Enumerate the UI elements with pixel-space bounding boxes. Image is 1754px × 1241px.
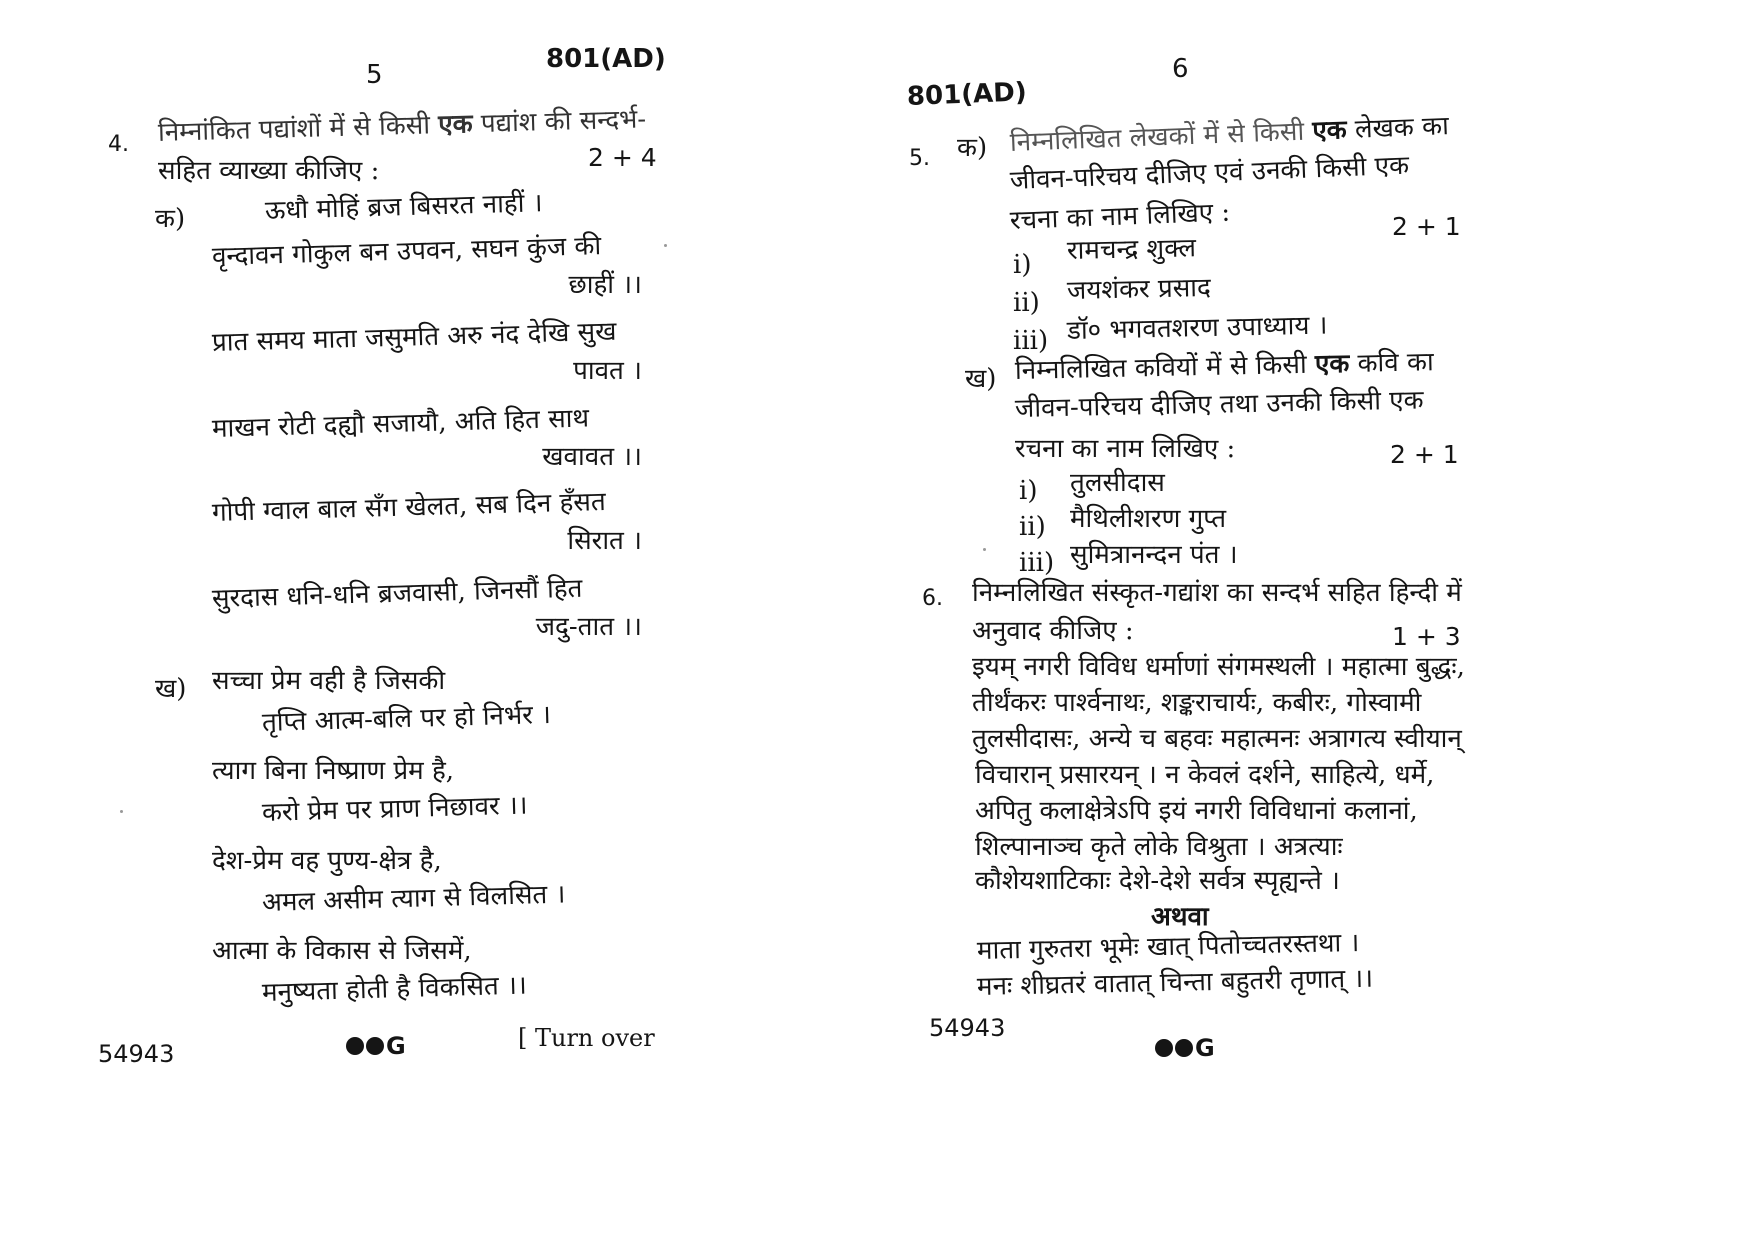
or-heading: अथवा (1151, 902, 1209, 932)
emphasis-word: एक (1314, 349, 1350, 380)
passage-line: इयम् नगरी विविध धर्माणां संगमस्थली । महात्मा बुद्धः, (972, 652, 1465, 682)
verse-line: आत्मा के विकास से जिसमें, (212, 936, 472, 966)
page-number: 6 (1172, 54, 1189, 84)
verse-line: जदु-तात ।। (535, 612, 642, 642)
passage-line: शिल्पानाञ्च कृते लोके विश्रुता । अत्रत्याः (975, 832, 1343, 862)
part-label: ख) (155, 674, 187, 704)
part-label: क) (155, 204, 186, 234)
verse-line: देश-प्रेम वह पुण्य-क्षेत्र है, (212, 846, 442, 876)
question-text-line: निम्नांकित पद्यांशों में से किसी एक पद्यांश की सन्दर्भ- (157, 104, 647, 148)
dot-icon (1155, 1039, 1173, 1057)
verse-line: ऊधौ मोहिं ब्रज बिसरत नाहीं । (264, 188, 543, 226)
passage-line: कौशेयशाटिकाः देशे-देशे सर्वत्र स्पृह्यन्ते । (975, 866, 1340, 896)
turn-over-note: [ Turn over (518, 1024, 655, 1052)
option-text: तुलसीदास (1070, 468, 1165, 498)
verse-line: त्याग बिना निष्प्राण प्रेम है, (212, 756, 455, 786)
scan-speck (664, 244, 667, 247)
dot-icon (1175, 1039, 1193, 1057)
publisher-logo: G (1155, 1034, 1214, 1062)
marks: 2 + 1 (1392, 212, 1461, 241)
question-text-line: सहित व्याख्या कीजिए : (158, 156, 380, 186)
question-text-line: रचना का नाम लिखिए : (1015, 434, 1236, 464)
option-text: सुमित्रानन्दन पंत । (1070, 540, 1238, 570)
verse-line: माता गुरुतरा भूमेः खात् पितोच्चतरस्तथा । (976, 927, 1360, 966)
option-label: iii) (1019, 548, 1055, 578)
marks: 2 + 1 (1390, 440, 1459, 469)
question-number: 4. (108, 132, 129, 157)
verse-line: सच्चा प्रेम वही है जिसकी (212, 666, 446, 696)
question-text-line: रचना का नाम लिखिए : (1009, 197, 1231, 236)
option-text: जयशंकर प्रसाद (1066, 272, 1212, 306)
question-text-line: जीवन-परिचय दीजिए एवं उनकी किसी एक (1009, 150, 1410, 196)
page-number: 5 (366, 60, 383, 90)
verse-line: मनुष्यता होती है विकसित ।। (261, 970, 528, 1008)
verse-line: करो प्रेम पर प्राण निछावर ।। (261, 790, 528, 828)
verse-line: पावत । (573, 356, 642, 386)
verse-line: छाहीं ।। (568, 270, 642, 300)
dot-icon (346, 1037, 364, 1055)
verse-line: सिरात । (567, 526, 642, 556)
marks: 2 + 4 (588, 143, 657, 172)
part-label: क) (957, 133, 988, 163)
verse-line: तृप्ति आत्म-बलि पर हो निर्भर । (261, 699, 552, 738)
verse-line: गोपी ग्वाल बाल सँग खेलत, सब दिन हँसत (211, 487, 607, 528)
verse-line: माखन रोटी दह्यौ सजायौ, अति हित साथ (211, 403, 590, 444)
verse-line: सुरदास धनि-धनि ब्रजवासी, जिनसौं हित (211, 573, 583, 614)
option-label: ii) (1019, 512, 1046, 542)
question-text-line: निम्नलिखित कवियों में से किसी एक कवि का (1014, 347, 1434, 386)
emphasis-word: एक (437, 109, 474, 141)
passage-line: अपितु कलाक्षेत्रेऽपि इयं नगरी विविधानां कलानां, (975, 796, 1418, 826)
verse-line: मनः शीघ्रतरं वातात् चिन्ता बहुतरी तृणात् ।। (976, 963, 1374, 1002)
dot-icon (366, 1037, 384, 1055)
question-text-line: निम्नलिखित लेखकों में से किसी एक लेखक का (1009, 111, 1450, 158)
paper-code: 801(AD) (546, 44, 666, 74)
verse-line: प्रात समय माता जसुमति अरु नंद देखि सुख (211, 316, 617, 358)
option-label: iii) (1013, 326, 1049, 356)
part-label: ख) (965, 364, 997, 394)
right-page (877, 0, 1754, 1241)
passage-line: तीर्थंकरः पार्श्वनाथः, शङ्कराचार्यः, कबीरः, गोस्वामी (972, 688, 1422, 718)
verse-line: अमल असीम त्याग से विलसित । (261, 879, 566, 918)
question-text-line: जीवन-परिचय दीजिए तथा उनकी किसी एक (1014, 385, 1424, 424)
question-number: 6. (922, 586, 943, 611)
question-text-line: अनुवाद कीजिए : (972, 616, 1134, 646)
footer-code: 54943 (929, 1014, 1006, 1042)
scan-speck (120, 810, 123, 813)
option-text: मैथिलीशरण गुप्त (1070, 504, 1227, 534)
passage-line: विचारान् प्रसारयन् । न केवलं दर्शने, साहित्ये, धर्मे, (975, 760, 1435, 790)
marks: 1 + 3 (1392, 622, 1461, 651)
option-label: i) (1013, 250, 1032, 280)
option-label: i) (1019, 476, 1038, 506)
question-number: 5. (909, 146, 930, 171)
verse-line: वृन्दावन गोकुल बन उपवन, सघन कुंज की (211, 231, 602, 272)
passage-line: तुलसीदासः, अन्ये च बहवः महात्मनः अत्रागत्य स्वीयान् (972, 724, 1462, 754)
footer-code: 54943 (98, 1040, 175, 1068)
option-text: रामचन्द्र शुक्ल (1066, 233, 1197, 266)
option-label: ii) (1013, 288, 1040, 318)
publisher-logo: G (346, 1032, 405, 1060)
emphasis-word: एक (1311, 115, 1348, 147)
paper-code: 801(AD) (906, 77, 1028, 112)
scan-speck (983, 548, 986, 551)
verse-line: खवावत ।। (542, 442, 642, 472)
option-text: डॉ० भगवतशरण उपाध्याय । (1066, 310, 1328, 346)
question-text-line: निम्नलिखित संस्कृत-गद्यांश का सन्दर्भ सहित हिन्दी में (972, 578, 1462, 608)
